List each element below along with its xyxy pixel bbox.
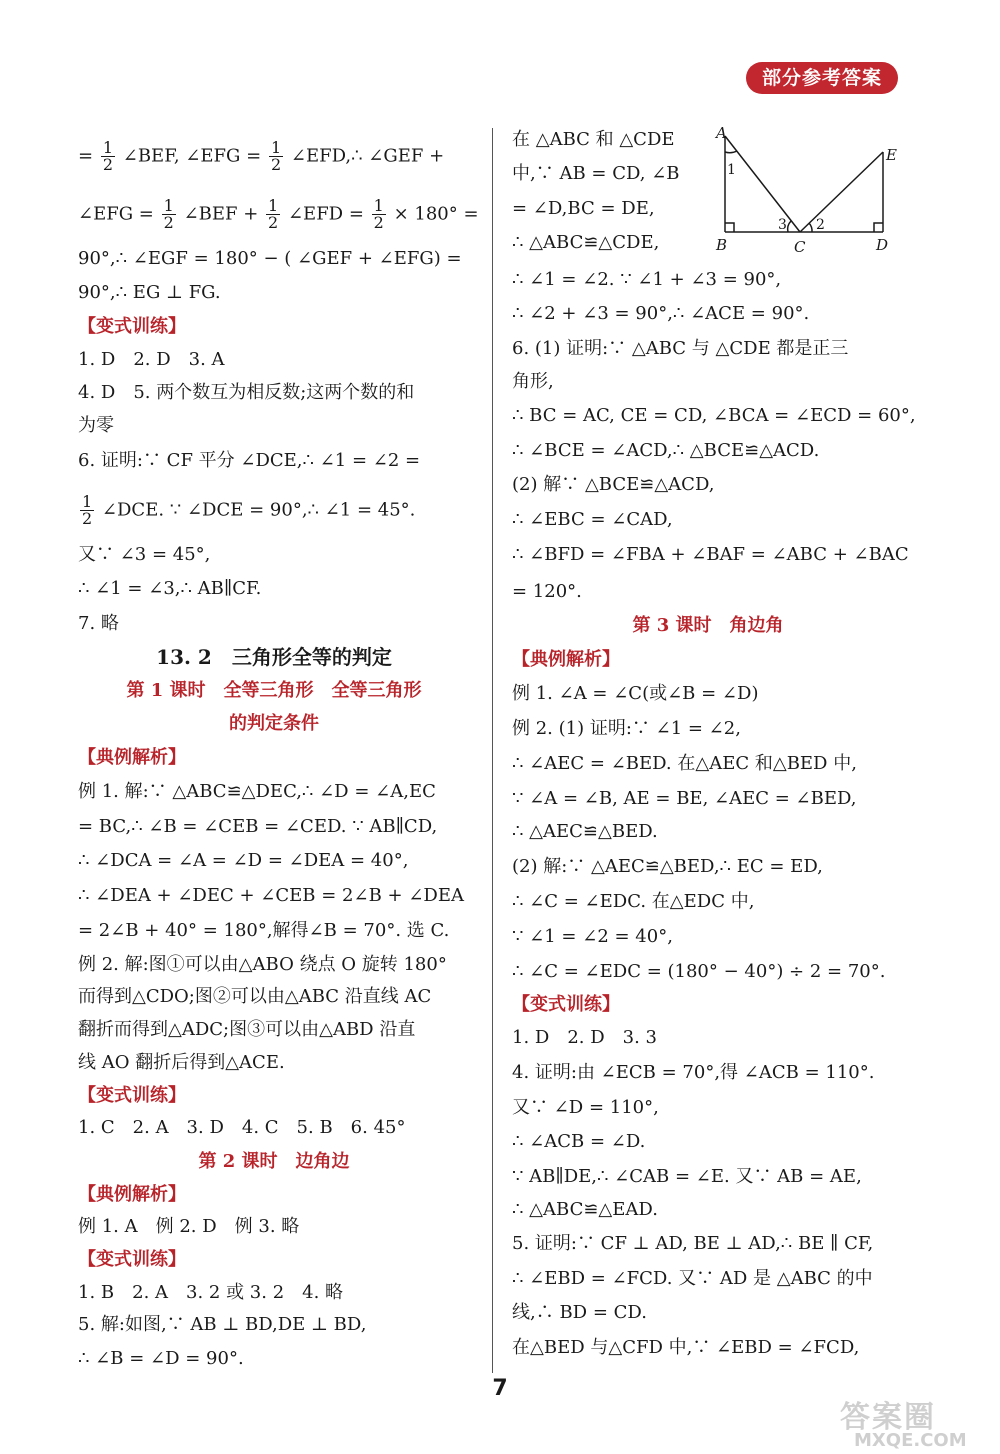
line-r5: ∴ ∠1 = ∠2. ∵ ∠1 + ∠3 = 90°,: [512, 269, 782, 290]
right-angle-b: [725, 223, 734, 232]
line-r23: ∴ ∠C = ∠EDC = (180° − 40°) ÷ 2 = 70°.: [512, 961, 886, 982]
heading-variant-training: 【变式训练】: [78, 1249, 186, 1270]
segment-ac: [725, 136, 800, 232]
line-r27: ∴ ∠ACB = ∠D.: [512, 1131, 646, 1152]
line-l8: 6. 证明:∵ CF 平分 ∠DCE,∴ ∠1 = ∠2 =: [78, 450, 421, 471]
fraction: [162, 198, 176, 231]
line-r32: 线,∴ BD = CD.: [512, 1302, 647, 1323]
fraction: [80, 494, 94, 527]
line-r18: ∵ ∠A = ∠B, AE = BE, ∠AEC = ∠BED,: [512, 788, 857, 809]
line-l6: 4. D 5. 两个数互为相反数;这两个数的和: [78, 382, 415, 403]
segment-ce: [800, 152, 883, 232]
numerator: 1: [163, 196, 174, 215]
line-r16: 例 2. (1) 证明:∵ ∠1 = ∠2,: [512, 718, 741, 739]
text: ∠DCE. ∵ ∠DCE = 90°,∴ ∠1 = 45°.: [101, 499, 416, 521]
lesson-title-1a: 第 1 课时 全等三角形 全等三角形: [126, 680, 422, 701]
line-l15: ∴ ∠DCA = ∠A = ∠D = ∠DEA = 40°,: [78, 850, 409, 871]
line-l17: = 2∠B + 40° = 180°,解得∠B = 70°. 选 C.: [78, 920, 450, 941]
line-r6: ∴ ∠2 + ∠3 = 90°,∴ ∠ACE = 90°.: [512, 303, 810, 324]
line-l19: 而得到△CDO;图②可以由△ABC 沿直线 AC: [78, 986, 432, 1007]
heading-variant-training: 【变式训练】: [78, 1085, 186, 1106]
line-r7: 6. (1) 证明:∵ △ABC 与 △CDE 都是正三: [512, 338, 849, 359]
line-l16: ∴ ∠DEA + ∠DEC + ∠CEB = 2∠B + ∠DEA: [78, 885, 464, 906]
angle-arc-2: [809, 223, 812, 232]
lesson-title-2: 第 2 课时 边角边: [198, 1151, 350, 1172]
line-r9: ∴ BC = AC, CE = CD, ∠BCA = ∠ECD = 60°,: [512, 405, 916, 426]
heading-variant-training: 【变式训练】: [78, 316, 186, 337]
line-r12: ∴ ∠EBC = ∠CAD,: [512, 509, 673, 530]
line-r21: ∴ ∠C = ∠EDC. 在△EDC 中,: [512, 891, 755, 912]
page-number: 7: [492, 1376, 508, 1401]
line-l25: 5. 解:如图,∵ AB ⊥ BD,DE ⊥ BD,: [78, 1314, 367, 1335]
line-l23: 例 1. A 例 2. D 例 3. 略: [78, 1216, 300, 1237]
line-r11: (2) 解∵ △BCE≌△ACD,: [512, 474, 715, 495]
angle-label-3: 3: [778, 217, 787, 233]
line-l20: 翻折而得到△ADC;图③可以由△ABD 沿直: [78, 1019, 416, 1040]
label-a: A: [716, 124, 727, 142]
numerator: 1: [268, 196, 279, 215]
line-r4: ∴ △ABC≌△CDE,: [512, 232, 660, 253]
text: ∠BEF +: [183, 203, 259, 225]
right-angle-d: [874, 223, 883, 232]
watermark-url: MXQE.COM: [854, 1430, 967, 1451]
line-l10: 又∵ ∠3 = 45°,: [78, 544, 211, 565]
line-l24: 1. B 2. A 3. 2 或 3. 2 4. 略: [78, 1282, 344, 1303]
numerator: 1: [373, 196, 384, 215]
line-r14: = 120°.: [512, 581, 582, 602]
line-l1: [78, 138, 445, 174]
angle-arc-1: [725, 151, 737, 153]
line-l14: = BC,∴ ∠B = ∠CEB = ∠CED. ∵ AB∥CD,: [78, 816, 438, 837]
fraction: [269, 140, 283, 173]
text: × 180° =: [393, 203, 479, 225]
line-l2: [78, 196, 479, 232]
line-r10: ∴ ∠BCE = ∠ACD,∴ △BCE≌△ACD.: [512, 440, 820, 461]
line-r28: ∵ AB∥DE,∴ ∠CAB = ∠E. 又∵ AB = AE,: [512, 1166, 862, 1187]
text: =: [78, 145, 94, 167]
label-e: E: [886, 146, 897, 164]
numerator: 1: [102, 138, 114, 157]
text: ∠EFD,∴ ∠GEF +: [290, 145, 445, 167]
text: ∠EFD =: [287, 203, 364, 225]
watermark: [830, 1392, 1000, 1454]
column-divider: [492, 128, 493, 1373]
header-section-tag: 部分参考答案: [746, 62, 898, 94]
line-r31: ∴ ∠EBD = ∠FCD. 又∵ AD 是 △ABC 的中: [512, 1268, 873, 1289]
line-l22: 1. C 2. A 3. D 4. C 5. B 6. 45°: [78, 1117, 406, 1138]
fraction: [101, 140, 115, 173]
numerator: 1: [270, 138, 282, 157]
line-r15: 例 1. ∠A = ∠C(或∠B = ∠D): [512, 683, 759, 704]
line-r3: = ∠D,BC = DE,: [512, 198, 655, 219]
denominator: 2: [268, 213, 279, 232]
label-b: B: [716, 236, 728, 254]
line-r1: 在 △ABC 和 △CDE: [512, 129, 675, 150]
line-l21: 线 AO 翻折后得到△ACE.: [78, 1052, 285, 1073]
label-d: D: [876, 236, 889, 254]
heading-variant-training: 【变式训练】: [512, 994, 620, 1015]
line-r19: ∴ △AEC≌△BED.: [512, 821, 658, 842]
line-l9: [78, 492, 416, 528]
line-l18: 例 2. 解:图①可以由△ABO 绕点 O 旋转 180°: [78, 954, 447, 975]
line-l7: 为零: [78, 415, 114, 436]
line-l13: 例 1. 解:∵ △ABC≌△DEC,∴ ∠D = ∠A,EC: [78, 781, 436, 802]
angle-label-2: 2: [816, 217, 825, 233]
line-r30: 5. 证明:∵ CF ⊥ AD, BE ⊥ AD,∴ BE ∥ CF,: [512, 1233, 874, 1254]
line-l5: 1. D 2. D 3. A: [78, 349, 225, 370]
geometry-figure: [710, 122, 910, 262]
watermark-logo: 答案圈: [840, 1400, 936, 1435]
heading-example-analysis: 【典例解析】: [512, 649, 620, 670]
line-r29: ∴ △ABC≌△EAD.: [512, 1199, 658, 1220]
denominator: 2: [82, 509, 93, 528]
denominator: 2: [270, 155, 282, 174]
line-r2: 中,∵ AB = CD, ∠B: [512, 163, 680, 184]
line-r26: 又∵ ∠D = 110°,: [512, 1097, 659, 1118]
denominator: 2: [102, 155, 114, 174]
line-l11: ∴ ∠1 = ∠3,∴ AB∥CF.: [78, 578, 262, 599]
heading-example-analysis: 【典例解析】: [78, 1184, 186, 1205]
denominator: 2: [373, 213, 384, 232]
line-r24: 1. D 2. D 3. 3: [512, 1027, 658, 1048]
heading-example-analysis: 【典例解析】: [78, 747, 186, 768]
line-r33: 在△BED 与△CFD 中,∵ ∠EBD = ∠FCD,: [512, 1337, 860, 1358]
line-r22: ∵ ∠1 = ∠2 = 40°,: [512, 926, 673, 947]
fraction: [266, 198, 280, 231]
line-l3: 90°,∴ ∠EGF = 180° − ( ∠GEF + ∠EFG) =: [78, 248, 462, 269]
denominator: 2: [163, 213, 174, 232]
line-l12: 7. 略: [78, 613, 119, 634]
text: ∠BEF, ∠EFG =: [122, 145, 262, 167]
numerator: 1: [82, 492, 93, 511]
line-r13: ∴ ∠BFD = ∠FBA + ∠BAF = ∠ABC + ∠BAC: [512, 544, 909, 565]
line-l26: ∴ ∠B = ∠D = 90°.: [78, 1348, 244, 1369]
section-title: 13. 2 三角形全等的判定: [156, 645, 392, 669]
line-r17: ∴ ∠AEC = ∠BED. 在△AEC 和△BED 中,: [512, 753, 857, 774]
line-r8: 角形,: [512, 371, 554, 392]
lesson-title-3: 第 3 课时 角边角: [632, 615, 784, 636]
line-l4: 90°,∴ EG ⊥ FG.: [78, 282, 221, 303]
line-r25: 4. 证明:由 ∠ECB = 70°,得 ∠ACB = 110°.: [512, 1062, 875, 1083]
angle-label-1: 1: [727, 162, 736, 178]
text: ∠EFG =: [78, 203, 154, 225]
lesson-title-1b: 的判定条件: [229, 713, 319, 734]
line-r20: (2) 解:∵ △AEC≌△BED,∴ EC = ED,: [512, 856, 823, 877]
fraction: [372, 198, 386, 231]
label-c: C: [794, 238, 806, 256]
angle-arc-3: [788, 221, 791, 232]
